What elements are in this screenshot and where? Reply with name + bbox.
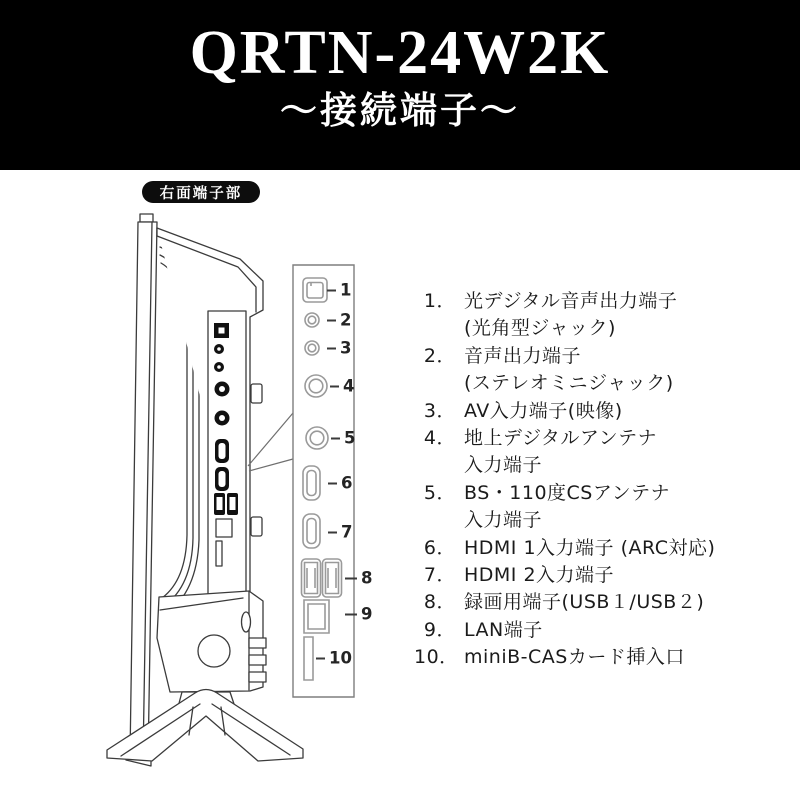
port-callout-7 <box>328 523 352 542</box>
legend-item-8 <box>414 589 794 616</box>
model-title: QRTN-24W2K <box>189 19 611 87</box>
legend-line: HDMI 1入力端子 (ARC対応) <box>464 536 716 559</box>
legend-item-6 <box>414 535 794 562</box>
legend-text <box>464 343 674 398</box>
legend-number: 10． <box>414 646 459 669</box>
legend-item-5 <box>414 480 794 535</box>
legend-line: AV入力端子(映像) <box>464 399 623 422</box>
tv-lan-icon <box>216 519 232 537</box>
legend-line: 入力端子 <box>464 454 543 477</box>
legend-line: (ステレオミニジャック) <box>464 372 674 395</box>
legend-number: 1． <box>423 290 456 312</box>
port-number: 1 <box>340 280 352 300</box>
port-callout-10 <box>316 649 352 668</box>
legend-text <box>464 398 623 425</box>
legend-line: (光角型ジャック) <box>464 317 616 340</box>
port-callout-9 <box>345 605 372 624</box>
port-number: 8 <box>361 568 373 588</box>
callout-dash <box>330 385 339 387</box>
callout-dash <box>331 437 340 439</box>
legend-item-4 <box>414 425 794 480</box>
port-callout-2 <box>327 311 351 330</box>
legend-number: 8． <box>423 591 456 614</box>
tv-port-strip <box>208 311 246 600</box>
legend-number: 3． <box>423 399 456 422</box>
legend-text <box>464 535 715 562</box>
legend-item-1 <box>414 288 794 343</box>
callout-wedge-lines <box>248 413 293 471</box>
port-callout-3 <box>327 339 351 358</box>
tv-cas-slot-icon <box>216 541 222 566</box>
legend-item-10 <box>414 644 794 671</box>
side-tab-upper <box>251 384 262 403</box>
legend-text <box>464 288 677 343</box>
port-number: 5 <box>344 428 356 448</box>
port-callout-6 <box>328 474 352 493</box>
tv-optical-icon <box>214 323 229 338</box>
legend-line: HDMI 2入力端子 <box>464 564 615 587</box>
side-tab-lower <box>251 517 262 536</box>
legend-text <box>464 562 614 589</box>
tv-lower-bulge <box>157 591 266 692</box>
legend-line: 光デジタル音声出力端子 <box>464 290 678 312</box>
callout-dash <box>327 319 336 321</box>
callout-dash <box>345 577 357 579</box>
port-callout-4 <box>330 377 354 396</box>
port-number: 4 <box>343 376 355 396</box>
legend-line: LAN端子 <box>464 618 543 641</box>
tv-screen-profile <box>126 214 157 766</box>
port-callout-5 <box>331 429 355 448</box>
port-number: 7 <box>341 522 353 542</box>
legend-line: miniB-CASカード挿入口 <box>464 646 685 669</box>
legend-line: BS・110度CSアンテナ <box>464 481 671 504</box>
callout-dash <box>345 613 357 615</box>
legend-number: 7． <box>423 564 456 587</box>
legend-text <box>464 589 704 616</box>
legend-item-3 <box>414 398 794 425</box>
callout-dash <box>328 482 337 484</box>
port-callout-8 <box>345 569 372 588</box>
section-label-text: 右面端子部 <box>159 185 243 202</box>
callout-dash <box>327 289 336 291</box>
legend-item-2 <box>414 343 794 398</box>
legend-line: 音声出力端子 <box>464 344 582 367</box>
port-number: 9 <box>361 604 373 624</box>
legend-number: 4． <box>423 427 456 450</box>
legend-number: 9． <box>423 618 456 641</box>
legend-number: 5． <box>423 481 456 504</box>
terminal-legend-list <box>414 288 794 672</box>
legend-line: 入力端子 <box>464 509 543 532</box>
legend-text <box>464 617 543 644</box>
legend-text <box>464 425 657 480</box>
legend-number: 2． <box>423 344 456 367</box>
legend-line: 地上デジタルアンテナ <box>464 427 658 450</box>
legend-number: 6． <box>423 536 456 559</box>
legend-text <box>464 644 685 671</box>
header-banner <box>0 0 800 170</box>
port-number: 10 <box>329 648 352 668</box>
callout-dash <box>328 531 337 533</box>
port-number: 2 <box>340 310 352 330</box>
port-callout-1 <box>327 281 351 300</box>
port-number: 3 <box>340 338 352 358</box>
legend-text <box>464 480 670 535</box>
callout-dash <box>327 347 336 349</box>
legend-item-7 <box>414 562 794 589</box>
callout-dash <box>316 657 325 659</box>
legend-line: 録画用端子(USB１/USB２) <box>464 591 705 614</box>
page-subtitle: ～接続端子～ <box>280 91 520 132</box>
port-number: 6 <box>341 473 353 493</box>
legend-item-9 <box>414 617 794 644</box>
